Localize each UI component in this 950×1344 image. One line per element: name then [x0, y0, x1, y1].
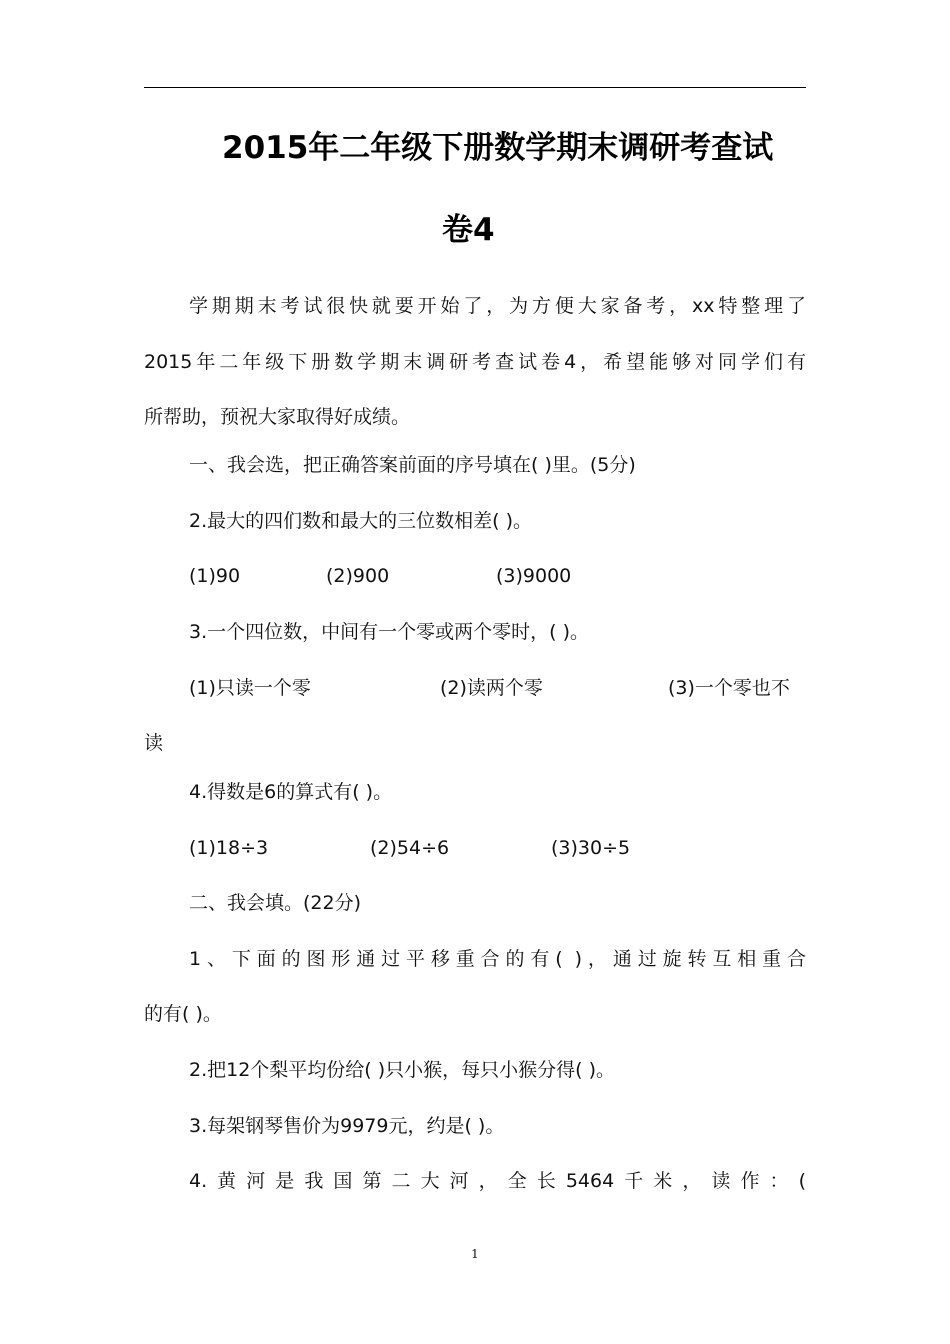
option-3: (3)9000 — [496, 565, 572, 587]
intro-line-2: 2015年二年级下册数学期末调研考查试卷4，希望能够对同学们有 — [144, 351, 806, 373]
option-3: (3)30÷5 — [551, 837, 631, 859]
option-2: (2)54÷6 — [370, 837, 450, 859]
intro-line-1: 学期期末考试很快就要开始了，为方便大家备考，xx特整理了 — [189, 295, 806, 317]
section-1-heading: 一、我会选，把正确答案前面的序号填在( )里。(5分) — [189, 454, 636, 476]
question-1-4: 4.得数是6的算式有( )。 — [189, 781, 393, 803]
document-title-line-2: 卷4 — [442, 212, 495, 248]
option-3: (3)一个零也不 — [668, 677, 790, 699]
question-1-2-options — [144, 562, 806, 590]
option-2: (2)900 — [326, 565, 390, 587]
page-number: 1 — [471, 1247, 479, 1261]
header-rule — [144, 87, 806, 88]
document-title-line-1: 2015年二年级下册数学期末调研考查试 — [222, 130, 774, 166]
option-2: (2)读两个零 — [440, 677, 543, 699]
question-2-3: 3.每架钢琴售价为9979元，约是( )。 — [189, 1115, 505, 1137]
question-1-3-wrap: 读 — [144, 732, 164, 754]
question-2-1-line-2: 的有( )。 — [144, 1003, 222, 1025]
option-1: (1)只读一个零 — [189, 677, 311, 699]
question-2-4: 4.黄河是我国第二大河，全长5464千米，读作：( — [189, 1170, 806, 1192]
question-1-4-options — [144, 834, 806, 862]
question-1-2: 2.最大的四们数和最大的三位数相差( )。 — [189, 510, 532, 532]
question-1-3-options — [144, 674, 806, 702]
section-2-heading: 二、我会填。(22分) — [189, 892, 362, 914]
question-2-1-line-1: 1、下面的图形通过平移重合的有( )，通过旋转互相重合 — [189, 948, 806, 970]
intro-line-3: 所帮助，预祝大家取得好成绩。 — [144, 406, 411, 428]
question-2-2: 2.把12个梨平均份给( )只小猴，每只小猴分得( )。 — [189, 1059, 616, 1081]
option-1: (1)90 — [189, 565, 241, 587]
option-1: (1)18÷3 — [189, 837, 269, 859]
question-1-3: 3.一个四位数，中间有一个零或两个零时，( )。 — [189, 621, 589, 643]
